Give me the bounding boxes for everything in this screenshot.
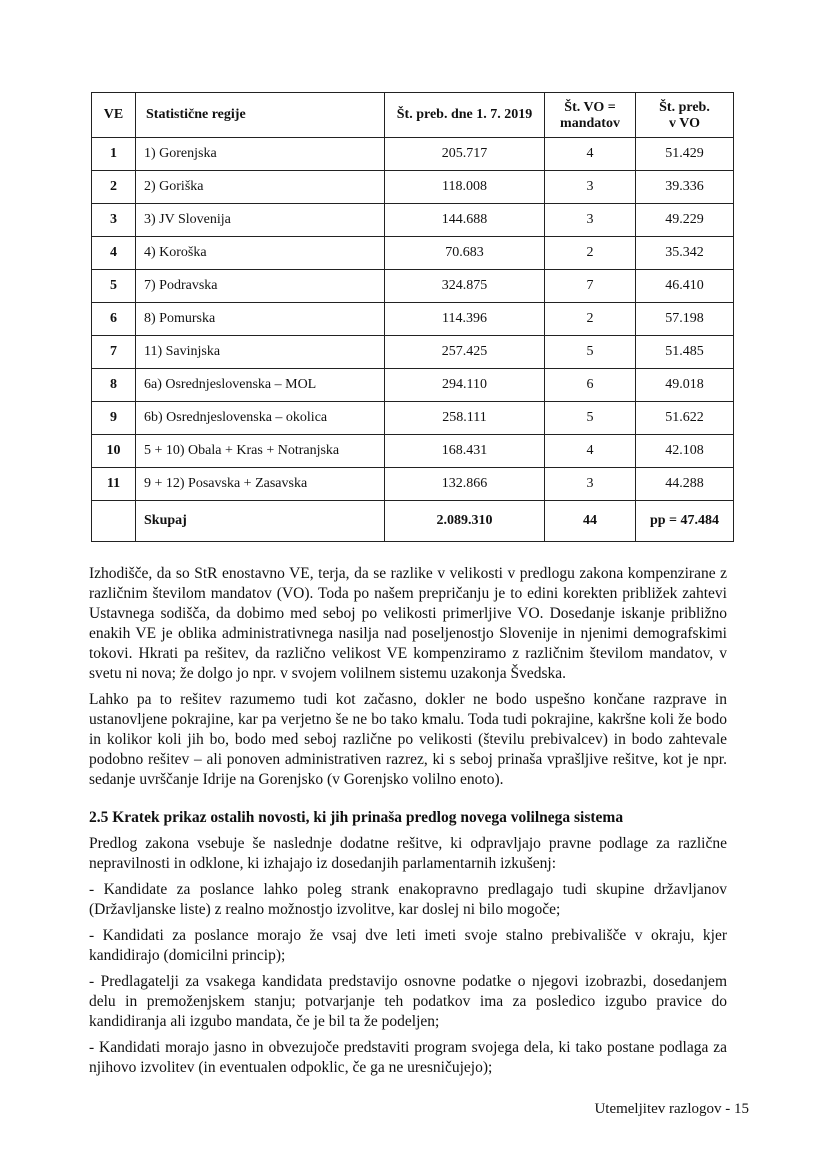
cell-ve: 7 bbox=[92, 336, 136, 369]
cell-region: 7) Podravska bbox=[136, 270, 385, 303]
cell-mandates: 4 bbox=[545, 435, 636, 468]
cell-ve: 6 bbox=[92, 303, 136, 336]
cell-population: 205.717 bbox=[385, 138, 545, 171]
cell-population: 168.431 bbox=[385, 435, 545, 468]
cell-ve: 5 bbox=[92, 270, 136, 303]
cell-population: 132.866 bbox=[385, 468, 545, 501]
list-item: - Kandidate za poslance lahko poleg strank enakopravno predlagajo tudi skupine državljanov (Državljanske liste) z realno možnostjo izvolitve, kar doslej ni bilo mogoče; bbox=[89, 881, 727, 918]
cell-per-vo: 35.342 bbox=[636, 237, 734, 270]
table-header-row bbox=[92, 93, 734, 138]
table-total-row bbox=[92, 501, 734, 542]
cell-per-vo: 44.288 bbox=[636, 468, 734, 501]
table-row bbox=[92, 138, 734, 171]
header-per-vo-line2: v VO bbox=[669, 116, 700, 131]
table-row bbox=[92, 468, 734, 501]
cell-per-vo: 57.198 bbox=[636, 303, 734, 336]
list-item: - Kandidati za poslance morajo že vsaj dve leti imeti svoje stalno prebivališče v okraju, kjer kandidirajo (domicilni princip); bbox=[89, 927, 727, 964]
cell-region: 3) JV Slovenija bbox=[136, 204, 385, 237]
header-per-vo bbox=[636, 93, 734, 138]
cell-mandates: 6 bbox=[545, 369, 636, 402]
cell-mandates: 4 bbox=[545, 138, 636, 171]
cell-mandates: 3 bbox=[545, 171, 636, 204]
regions-table bbox=[91, 92, 734, 542]
cell-per-vo: 51.485 bbox=[636, 336, 734, 369]
cell-ve: 2 bbox=[92, 171, 136, 204]
cell-ve bbox=[92, 501, 136, 542]
cell-per-vo: 51.429 bbox=[636, 138, 734, 171]
cell-region: 9 + 12) Posavska + Zasavska bbox=[136, 468, 385, 501]
header-mandates bbox=[545, 93, 636, 138]
cell-ve: 9 bbox=[92, 402, 136, 435]
header-region: Statistične regije bbox=[136, 93, 385, 138]
cell-region: 8) Pomurska bbox=[136, 303, 385, 336]
cell-region: 4) Koroška bbox=[136, 237, 385, 270]
cell-region: 5 + 10) Obala + Kras + Notranjska bbox=[136, 435, 385, 468]
cell-per-vo: 51.622 bbox=[636, 402, 734, 435]
cell-mandates: 2 bbox=[545, 303, 636, 336]
cell-mandates: 5 bbox=[545, 402, 636, 435]
paragraph: Lahko pa to rešitev razumemo tudi kot začasno, dokler ne bodo uspešno končane razprave in ustanovljene pokrajine, kar pa verjetno še ne bo tako kmalu. Toda tudi pokrajine, kakršne koli že bodo in kolikor koli jih bo, bodo med seboj različne po velikosti (številu prebivalcev) in bodo zahtevale podobno rešitev – ali ponoven administrativen razrez, ki s seboj prinaša vprašljive rešitve, kot je npr. sedanje uvrščanje Idrije na Gorenjsko (v Gorenjsko volilno enoto). bbox=[89, 691, 727, 788]
cell-population: 114.396 bbox=[385, 303, 545, 336]
paragraph: Izhodišče, da so StR enostavno VE, terja, da se razlike v velikosti v predlogu zakona kompenzirane z različnim številom mandatov (VO). Toda po našem prepričanju je to edini korekten približek zahtevi Ustavnega sodišča, da dobimo med seboj po velikosti primerljive VO. Dosedanje iskanje približno enakih VE je oblika administrativnega nasilja nad poseljenostjo Slovenije in njenimi demografskimi tokovi. Hkrati pa rešitev, da različno velikost VE kompenziramo z različnim številom mandatov, v svetu ni nova; že dolgo jo npr. v svojem volilnem sistemu uzakonja Švedska. bbox=[89, 565, 727, 682]
cell-mandates: 5 bbox=[545, 336, 636, 369]
cell-ve: 11 bbox=[92, 468, 136, 501]
cell-per-vo: 46.410 bbox=[636, 270, 734, 303]
cell-population: 257.425 bbox=[385, 336, 545, 369]
cell-region: 11) Savinjska bbox=[136, 336, 385, 369]
cell-population: 118.008 bbox=[385, 171, 545, 204]
header-population: Št. preb. dne 1. 7. 2019 bbox=[385, 93, 545, 138]
cell-region: 2) Goriška bbox=[136, 171, 385, 204]
cell-mandates: 7 bbox=[545, 270, 636, 303]
table-row bbox=[92, 171, 734, 204]
cell-region: Skupaj bbox=[136, 501, 385, 542]
cell-per-vo: 49.229 bbox=[636, 204, 734, 237]
cell-population: 258.111 bbox=[385, 402, 545, 435]
table-row bbox=[92, 237, 734, 270]
page-footer: Utemeljitev razlogov - 15 bbox=[594, 1101, 749, 1117]
cell-mandates: 3 bbox=[545, 204, 636, 237]
header-mandates-line2: mandatov bbox=[560, 116, 620, 131]
header-per-vo-line1: Št. preb. bbox=[659, 100, 710, 115]
list-item: - Kandidati morajo jasno in obvezujoče predstaviti program svojega dela, ki tako postane podlaga za njihovo izvolitev (in eventualen odpoklic, če ga ne uresničujejo); bbox=[89, 1039, 727, 1076]
cell-ve: 3 bbox=[92, 204, 136, 237]
cell-region: 6a) Osrednjeslovenska – MOL bbox=[136, 369, 385, 402]
cell-population: 144.688 bbox=[385, 204, 545, 237]
cell-mandates: 2 bbox=[545, 237, 636, 270]
cell-per-vo: 49.018 bbox=[636, 369, 734, 402]
table-row bbox=[92, 402, 734, 435]
cell-ve: 1 bbox=[92, 138, 136, 171]
header-mandates-line1: Št. VO = bbox=[564, 100, 616, 115]
cell-mandates: 3 bbox=[545, 468, 636, 501]
table-row bbox=[92, 435, 734, 468]
header-ve: VE bbox=[92, 93, 136, 138]
cell-population: 2.089.310 bbox=[385, 501, 545, 542]
table-row bbox=[92, 270, 734, 303]
table-row bbox=[92, 204, 734, 237]
cell-mandates: 44 bbox=[545, 501, 636, 542]
paragraph: Predlog zakona vsebuje še naslednje dodatne rešitve, ki odpravljajo pravne podlage za različne nepravilnosti in odklone, ki izhajajo iz dosedanjih parlamentarnih izkušenj: bbox=[89, 835, 727, 872]
cell-ve: 8 bbox=[92, 369, 136, 402]
cell-region: 1) Gorenjska bbox=[136, 138, 385, 171]
cell-per-vo: pp = 47.484 bbox=[636, 501, 734, 542]
table-row bbox=[92, 303, 734, 336]
cell-population: 70.683 bbox=[385, 237, 545, 270]
cell-ve: 4 bbox=[92, 237, 136, 270]
cell-per-vo: 42.108 bbox=[636, 435, 734, 468]
list-item: - Predlagatelji za vsakega kandidata predstavijo osnovne podatke o njegovi izobrazbi, dosedanjem delu in premoženjskem stanju; potvarjanje teh podatkov ima za posledico izgubo pravice do kandidiranja ali izgubo mandata, če je bil ta že podeljen; bbox=[89, 973, 727, 1030]
cell-region: 6b) Osrednjeslovenska – okolica bbox=[136, 402, 385, 435]
cell-per-vo: 39.336 bbox=[636, 171, 734, 204]
table-row bbox=[92, 369, 734, 402]
section-heading: 2.5 Kratek prikaz ostalih novosti, ki jih prinaša predlog novega volilnega sistema bbox=[89, 809, 624, 826]
cell-population: 294.110 bbox=[385, 369, 545, 402]
table-row bbox=[92, 336, 734, 369]
body-text bbox=[89, 564, 727, 1084]
cell-population: 324.875 bbox=[385, 270, 545, 303]
cell-ve: 10 bbox=[92, 435, 136, 468]
